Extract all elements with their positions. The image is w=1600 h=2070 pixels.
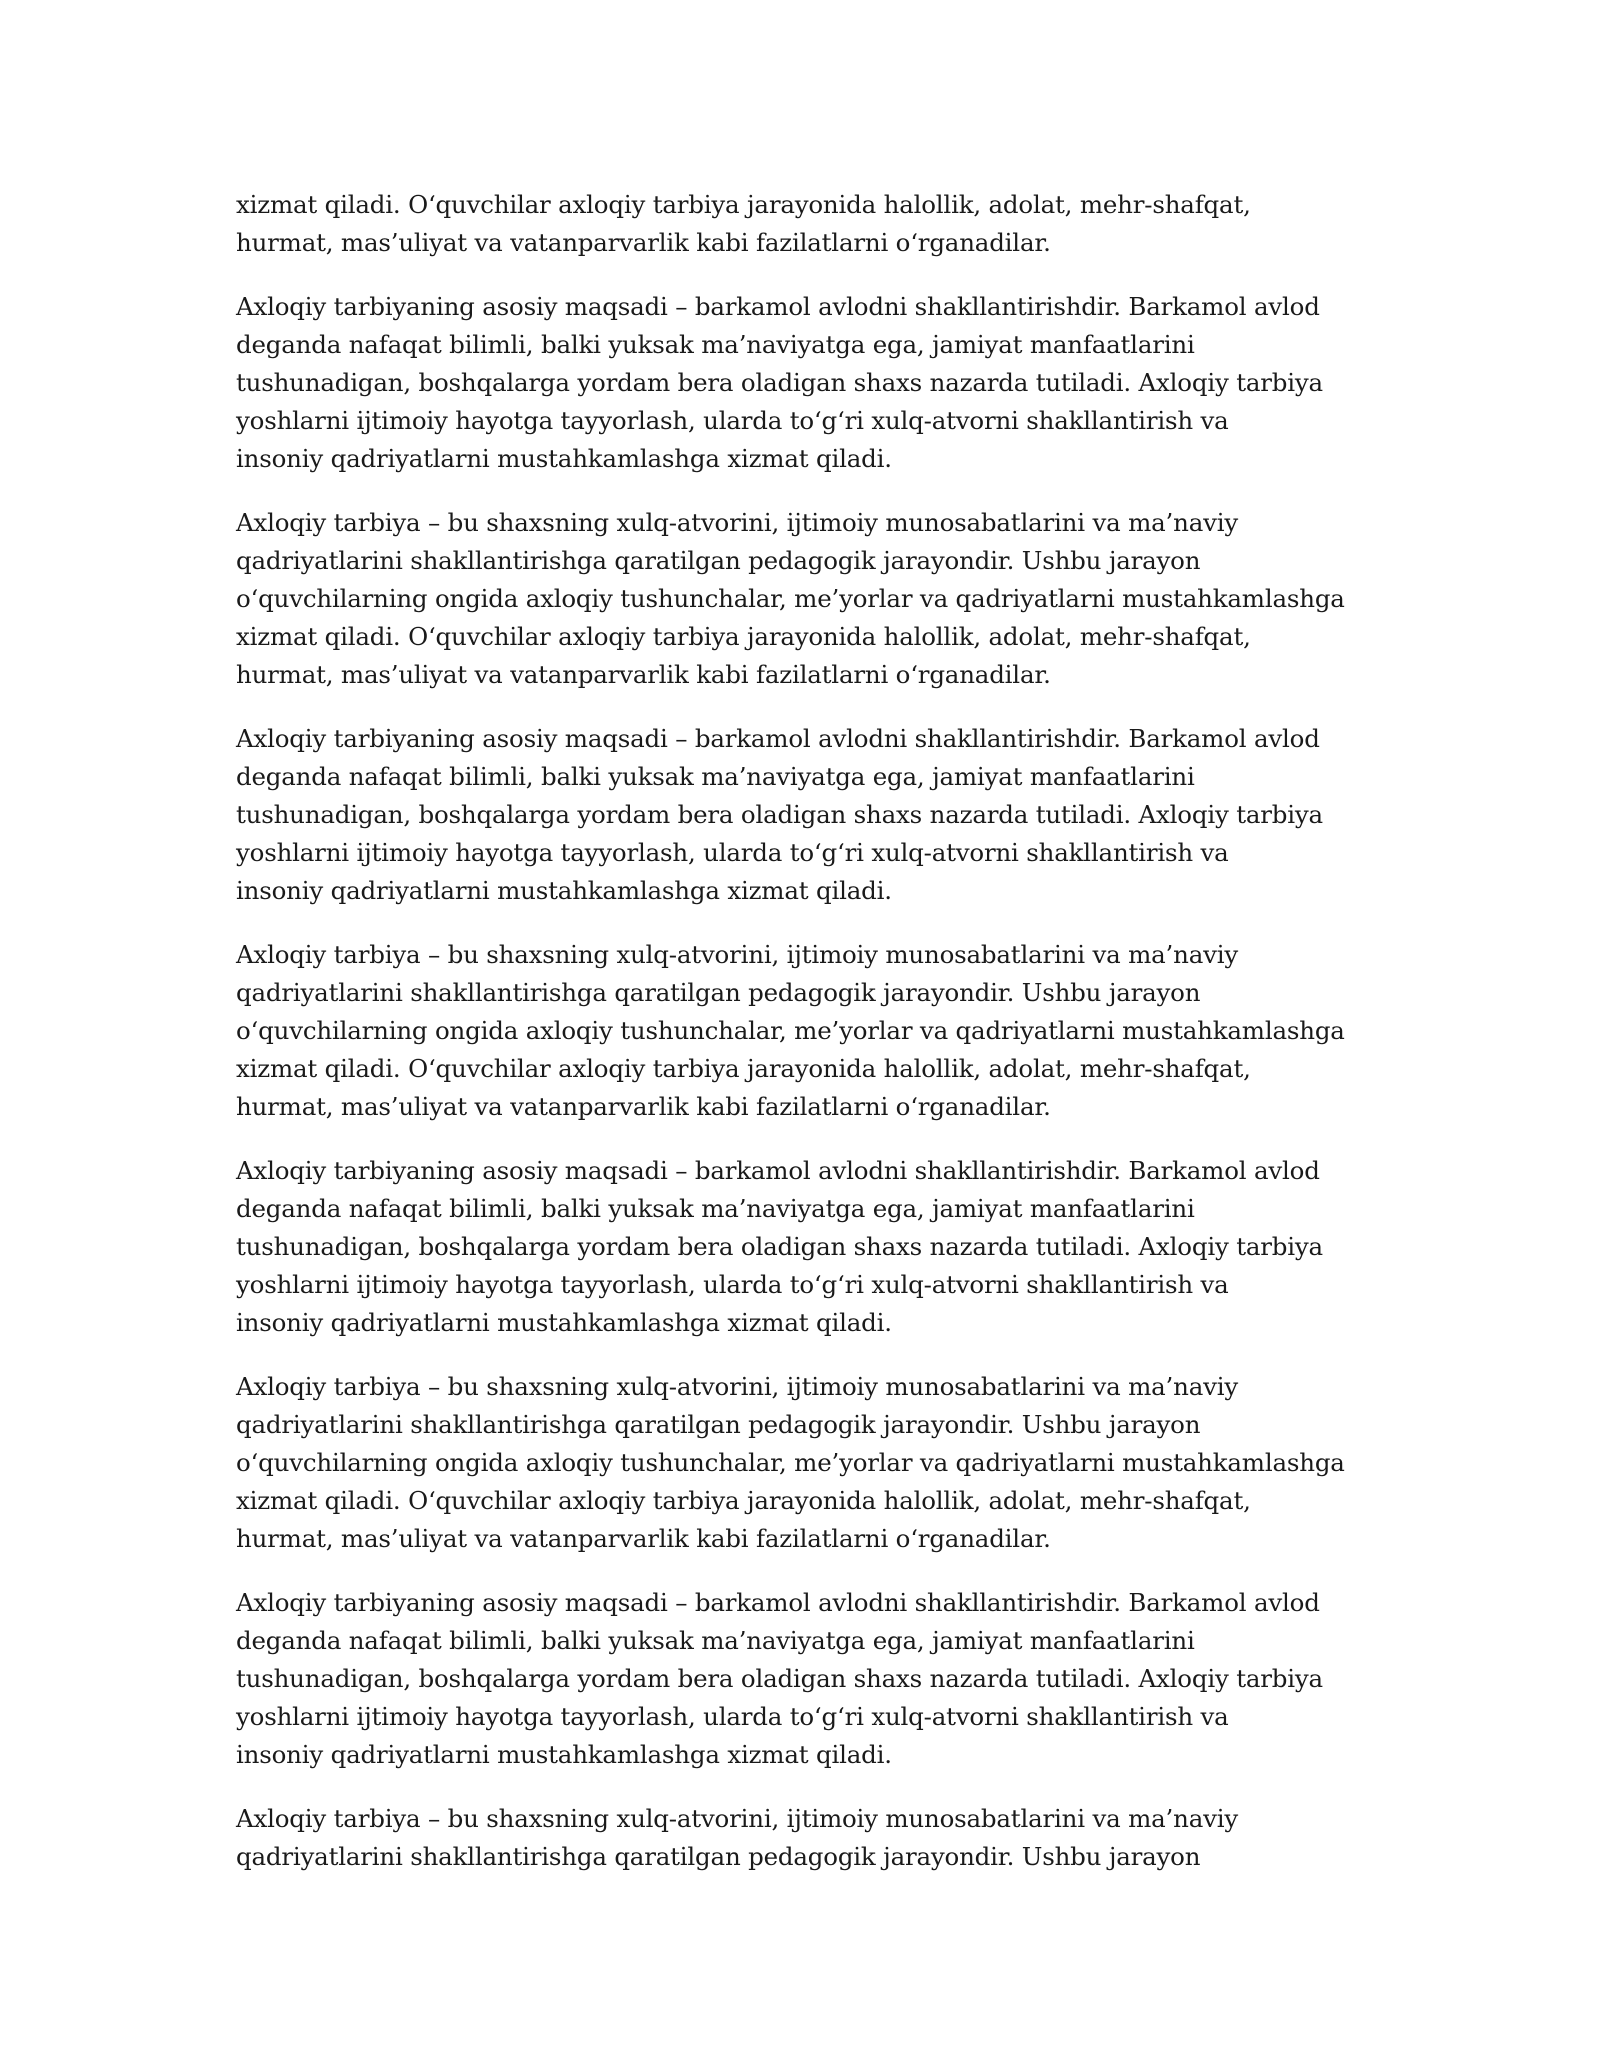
paragraph [236, 720, 1376, 910]
text-line: deganda nafaqat bilimli, balki yuksak ma’naviyatga ega, jamiyat manfaatlarini [236, 330, 1195, 359]
text-line: hurmat, mas’uliyat va vatanparvarlik kabi fazilatlarni o‘rganadilar. [236, 228, 1051, 257]
paragraph [236, 504, 1376, 694]
text-line: qadriyatlarini shakllantirishga qaratilgan pedagogik jarayondir. Ushbu jarayon [236, 1842, 1201, 1871]
text-line: o‘quvchilarning ongida axloqiy tushunchalar, me’yorlar va qadriyatlarni mustahkamlashga [236, 1448, 1345, 1477]
paragraph [236, 1368, 1376, 1558]
text-line: tushunadigan, boshqalarga yordam bera oladigan shaxs nazarda tutiladi. Axloqiy tarbiya [236, 368, 1323, 397]
text-line: insoniy qadriyatlarni mustahkamlashga xizmat qiladi. [236, 876, 892, 905]
text-line: yoshlarni ijtimoiy hayotga tayyorlash, ularda to‘g‘ri xulq-atvorni shakllantirish va [236, 838, 1229, 867]
text-line: Axloqiy tarbiya – bu shaxsning xulq-atvorini, ijtimoiy munosabatlarini va ma’naviy [236, 1372, 1239, 1401]
text-line: hurmat, mas’uliyat va vatanparvarlik kabi fazilatlarni o‘rganadilar. [236, 660, 1051, 689]
text-line: yoshlarni ijtimoiy hayotga tayyorlash, ularda to‘g‘ri xulq-atvorni shakllantirish va [236, 1270, 1229, 1299]
text-line: qadriyatlarini shakllantirishga qaratilgan pedagogik jarayondir. Ushbu jarayon [236, 1410, 1201, 1439]
text-line: hurmat, mas’uliyat va vatanparvarlik kabi fazilatlarni o‘rganadilar. [236, 1092, 1051, 1121]
text-line: deganda nafaqat bilimli, balki yuksak ma’naviyatga ega, jamiyat manfaatlarini [236, 762, 1195, 791]
text-line: xizmat qiladi. O‘quvchilar axloqiy tarbiya jarayonida halollik, adolat, mehr-shafqat, [236, 190, 1251, 219]
text-line: Axloqiy tarbiya – bu shaxsning xulq-atvorini, ijtimoiy munosabatlarini va ma’naviy [236, 1804, 1239, 1833]
text-line: hurmat, mas’uliyat va vatanparvarlik kabi fazilatlarni o‘rganadilar. [236, 1524, 1051, 1553]
text-line: o‘quvchilarning ongida axloqiy tushunchalar, me’yorlar va qadriyatlarni mustahkamlashga [236, 1016, 1345, 1045]
text-line: yoshlarni ijtimoiy hayotga tayyorlash, ularda to‘g‘ri xulq-atvorni shakllantirish va [236, 1702, 1229, 1731]
text-line: qadriyatlarini shakllantirishga qaratilgan pedagogik jarayondir. Ushbu jarayon [236, 978, 1201, 1007]
text-line: qadriyatlarini shakllantirishga qaratilgan pedagogik jarayondir. Ushbu jarayon [236, 546, 1201, 575]
text-line: Axloqiy tarbiya – bu shaxsning xulq-atvorini, ijtimoiy munosabatlarini va ma’naviy [236, 940, 1239, 969]
text-line: Axloqiy tarbiyaning asosiy maqsadi – barkamol avlodni shakllantirishdir. Barkamol avlod [236, 1156, 1320, 1185]
text-line: Axloqiy tarbiyaning asosiy maqsadi – barkamol avlodni shakllantirishdir. Barkamol avlod [236, 292, 1320, 321]
paragraph [236, 288, 1376, 478]
paragraph [236, 186, 1376, 262]
text-line: Axloqiy tarbiya – bu shaxsning xulq-atvorini, ijtimoiy munosabatlarini va ma’naviy [236, 508, 1239, 537]
text-line: xizmat qiladi. O‘quvchilar axloqiy tarbiya jarayonida halollik, adolat, mehr-shafqat, [236, 1486, 1251, 1515]
text-line: yoshlarni ijtimoiy hayotga tayyorlash, ularda to‘g‘ri xulq-atvorni shakllantirish va [236, 406, 1229, 435]
document-body [236, 186, 1376, 1902]
text-line: insoniy qadriyatlarni mustahkamlashga xizmat qiladi. [236, 444, 892, 473]
text-line: tushunadigan, boshqalarga yordam bera oladigan shaxs nazarda tutiladi. Axloqiy tarbiya [236, 1664, 1323, 1693]
paragraph [236, 1152, 1376, 1342]
text-line: deganda nafaqat bilimli, balki yuksak ma’naviyatga ega, jamiyat manfaatlarini [236, 1194, 1195, 1223]
text-line: xizmat qiladi. O‘quvchilar axloqiy tarbiya jarayonida halollik, adolat, mehr-shafqat, [236, 1054, 1251, 1083]
text-line: tushunadigan, boshqalarga yordam bera oladigan shaxs nazarda tutiladi. Axloqiy tarbiya [236, 1232, 1323, 1261]
paragraph [236, 1584, 1376, 1774]
text-line: xizmat qiladi. O‘quvchilar axloqiy tarbiya jarayonida halollik, adolat, mehr-shafqat, [236, 622, 1251, 651]
text-line: insoniy qadriyatlarni mustahkamlashga xizmat qiladi. [236, 1308, 892, 1337]
text-line: deganda nafaqat bilimli, balki yuksak ma’naviyatga ega, jamiyat manfaatlarini [236, 1626, 1195, 1655]
text-line: o‘quvchilarning ongida axloqiy tushunchalar, me’yorlar va qadriyatlarni mustahkamlashga [236, 584, 1345, 613]
text-line: Axloqiy tarbiyaning asosiy maqsadi – barkamol avlodni shakllantirishdir. Barkamol avlod [236, 1588, 1320, 1617]
paragraph [236, 936, 1376, 1126]
text-line: Axloqiy tarbiyaning asosiy maqsadi – barkamol avlodni shakllantirishdir. Barkamol avlod [236, 724, 1320, 753]
paragraph [236, 1800, 1376, 1876]
text-line: insoniy qadriyatlarni mustahkamlashga xizmat qiladi. [236, 1740, 892, 1769]
text-line: tushunadigan, boshqalarga yordam bera oladigan shaxs nazarda tutiladi. Axloqiy tarbiya [236, 800, 1323, 829]
